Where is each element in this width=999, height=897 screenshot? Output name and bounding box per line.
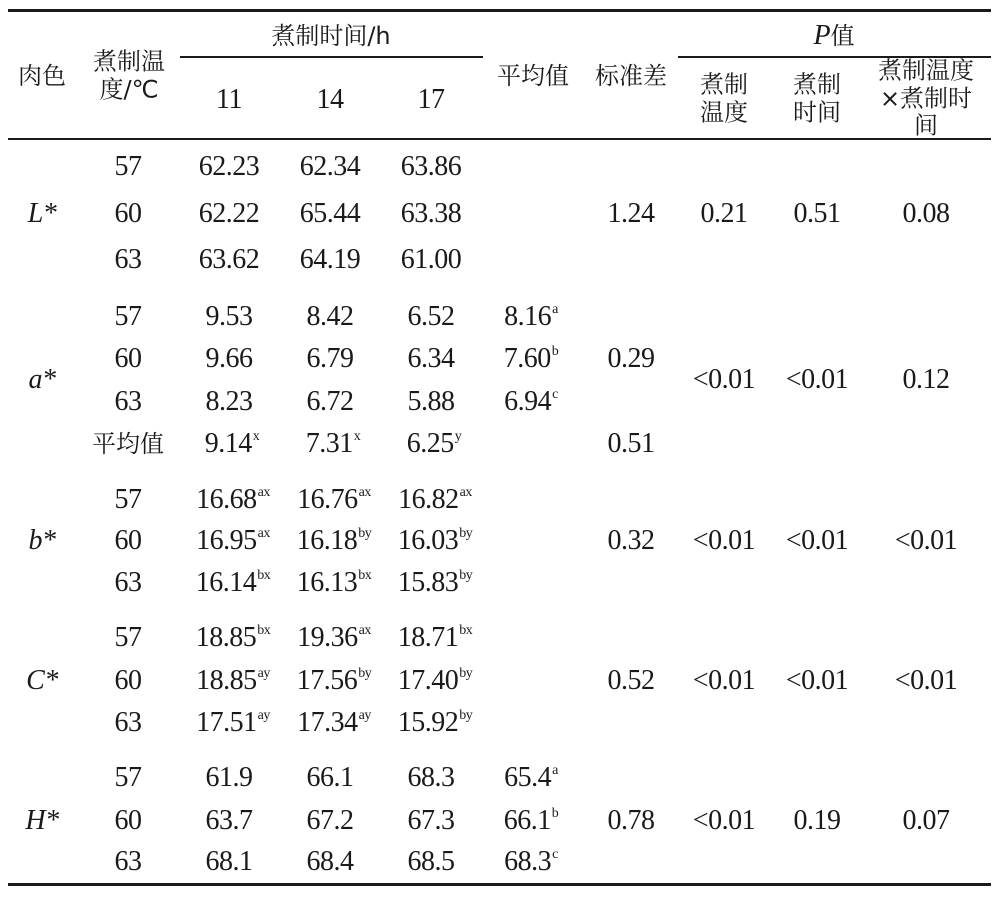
group-label-a: a* — [28, 364, 56, 395]
value-cell: $15.92^{by}$ — [397, 707, 473, 738]
value-cell: $15.83^{by}$ — [397, 567, 473, 598]
value-cell: 9.53 — [205, 301, 253, 332]
value-cell: 65.44 — [299, 198, 361, 229]
value-cell: $16.14^{bx}$ — [195, 567, 271, 598]
value-cell: 62.23 — [198, 151, 260, 182]
p-value-suffix: 值 — [830, 22, 855, 50]
p-time-cell: 0.51 — [793, 198, 841, 229]
p-time-cell: <0.01 — [785, 525, 849, 556]
header-cook-time: 煮制时间/h — [271, 22, 391, 50]
temp-cell: 60 — [114, 198, 142, 229]
header-p-cook-time: 煮制时间 — [793, 70, 841, 126]
value-cell: $18.71^{bx}$ — [397, 622, 473, 653]
mean-cell: 65.4$^a$ — [504, 762, 558, 793]
sd-cell: 0.78 — [607, 805, 655, 836]
group-label-b: b* — [28, 525, 56, 556]
value-cell: 63.7 — [205, 805, 253, 836]
value-cell: $16.13^{bx}$ — [296, 567, 372, 598]
sd-cell: 1.24 — [607, 198, 655, 229]
header-cook-temp: 煮制温度/℃ — [93, 47, 165, 103]
value-cell: 68.5 — [407, 846, 455, 877]
mean-row-cell: 6.25$^y$ — [406, 428, 462, 459]
temp-cell: 60 — [114, 343, 142, 374]
value-cell: 63.86 — [400, 151, 462, 182]
value-cell: $19.36^{ax}$ — [297, 622, 371, 653]
header-time-17: 17 — [417, 84, 445, 115]
temp-cell: 57 — [114, 151, 142, 182]
value-cell: 66.1 — [306, 762, 354, 793]
header-p-value — [813, 22, 854, 50]
p-symbol: P — [813, 20, 831, 51]
value-cell: $16.82^{ax}$ — [398, 484, 472, 515]
bottom-rule — [8, 883, 991, 886]
mean-row-sd: 0.51 — [607, 428, 655, 459]
cook-time-underline — [180, 56, 483, 58]
mean-cell: 6.94$^c$ — [504, 386, 558, 417]
p-time-cell: 0.19 — [793, 805, 841, 836]
group-label-h: H* — [25, 805, 59, 836]
value-cell: 68.1 — [205, 846, 253, 877]
header-p-interaction: 煮制温度×煮制时间 — [878, 56, 974, 140]
value-cell: 63.62 — [198, 244, 260, 275]
value-cell: 9.66 — [205, 343, 253, 374]
mean-row-cell: 9.14$^x$ — [204, 428, 260, 459]
sd-cell: 0.29 — [607, 343, 655, 374]
value-cell: 61.9 — [205, 762, 253, 793]
value-cell: $18.85^{ay}$ — [196, 665, 270, 696]
p-temp-cell: <0.01 — [692, 364, 756, 395]
header-p-cook-temp: 煮制温度 — [700, 70, 748, 126]
temp-cell: 57 — [114, 622, 142, 653]
header-sd: 标准差 — [595, 62, 667, 90]
value-cell: 68.4 — [306, 846, 354, 877]
group-label-l: L* — [27, 198, 57, 229]
temp-cell: 63 — [114, 567, 142, 598]
value-cell: $16.03^{by}$ — [397, 525, 473, 556]
p-inter-cell: 0.07 — [902, 805, 950, 836]
value-cell: 8.23 — [205, 386, 253, 417]
value-cell: 62.22 — [198, 198, 260, 229]
value-cell: 6.72 — [306, 386, 354, 417]
temp-cell: 60 — [114, 805, 142, 836]
p-temp-cell: 0.21 — [700, 198, 748, 229]
top-rule — [8, 9, 991, 12]
temp-cell: 60 — [114, 525, 142, 556]
mean-row-label: 平均值 — [92, 430, 164, 458]
temp-cell: 63 — [114, 707, 142, 738]
value-cell: $17.56^{by}$ — [296, 665, 372, 696]
p-inter-cell: <0.01 — [894, 525, 958, 556]
value-cell: 6.34 — [407, 343, 455, 374]
value-cell: 68.3 — [407, 762, 455, 793]
value-cell: 5.88 — [407, 386, 455, 417]
temp-cell: 57 — [114, 301, 142, 332]
p-inter-cell: 0.12 — [902, 364, 950, 395]
p-time-cell: <0.01 — [785, 665, 849, 696]
value-cell: $17.51^{ay}$ — [196, 707, 270, 738]
mean-cell: 7.60$^b$ — [503, 343, 559, 374]
value-cell: 67.3 — [407, 805, 455, 836]
header-mean: 平均值 — [497, 62, 569, 90]
sd-cell: 0.52 — [607, 665, 655, 696]
value-cell: 6.79 — [306, 343, 354, 374]
header-meat-color: 肉色 — [18, 62, 66, 90]
value-cell: $16.68^{ax}$ — [196, 484, 270, 515]
value-cell: 8.42 — [306, 301, 354, 332]
value-cell: $18.85^{bx}$ — [195, 622, 271, 653]
p-inter-cell: 0.08 — [902, 198, 950, 229]
group-label-c: C* — [26, 665, 58, 696]
header-time-11: 11 — [216, 84, 242, 115]
temp-cell: 57 — [114, 762, 142, 793]
temp-cell: 63 — [114, 386, 142, 417]
value-cell: 61.00 — [400, 244, 462, 275]
mean-cell: 66.1$^b$ — [503, 805, 559, 836]
temp-cell: 63 — [114, 244, 142, 275]
value-cell: 6.52 — [407, 301, 455, 332]
mean-cell: 8.16$^a$ — [504, 301, 558, 332]
mean-row-cell: 7.31$^x$ — [305, 428, 361, 459]
sd-cell: 0.32 — [607, 525, 655, 556]
value-cell: 63.38 — [400, 198, 462, 229]
value-cell: $17.34^{ay}$ — [297, 707, 371, 738]
value-cell: 64.19 — [299, 244, 361, 275]
p-temp-cell: <0.01 — [692, 805, 756, 836]
temp-cell: 57 — [114, 484, 142, 515]
value-cell: 62.34 — [299, 151, 361, 182]
value-cell: $16.18^{by}$ — [296, 525, 372, 556]
header-time-14: 14 — [316, 84, 344, 115]
value-cell: $16.95^{ax}$ — [196, 525, 270, 556]
temp-cell: 60 — [114, 665, 142, 696]
value-cell: 67.2 — [306, 805, 354, 836]
temp-cell: 63 — [114, 846, 142, 877]
p-inter-cell: <0.01 — [894, 665, 958, 696]
mean-cell: 68.3$^c$ — [504, 846, 558, 877]
header-bottom-rule — [8, 138, 991, 140]
p-time-cell: <0.01 — [785, 364, 849, 395]
p-temp-cell: <0.01 — [692, 525, 756, 556]
value-cell: $16.76^{ax}$ — [297, 484, 371, 515]
p-temp-cell: <0.01 — [692, 665, 756, 696]
value-cell: $17.40^{by}$ — [397, 665, 473, 696]
